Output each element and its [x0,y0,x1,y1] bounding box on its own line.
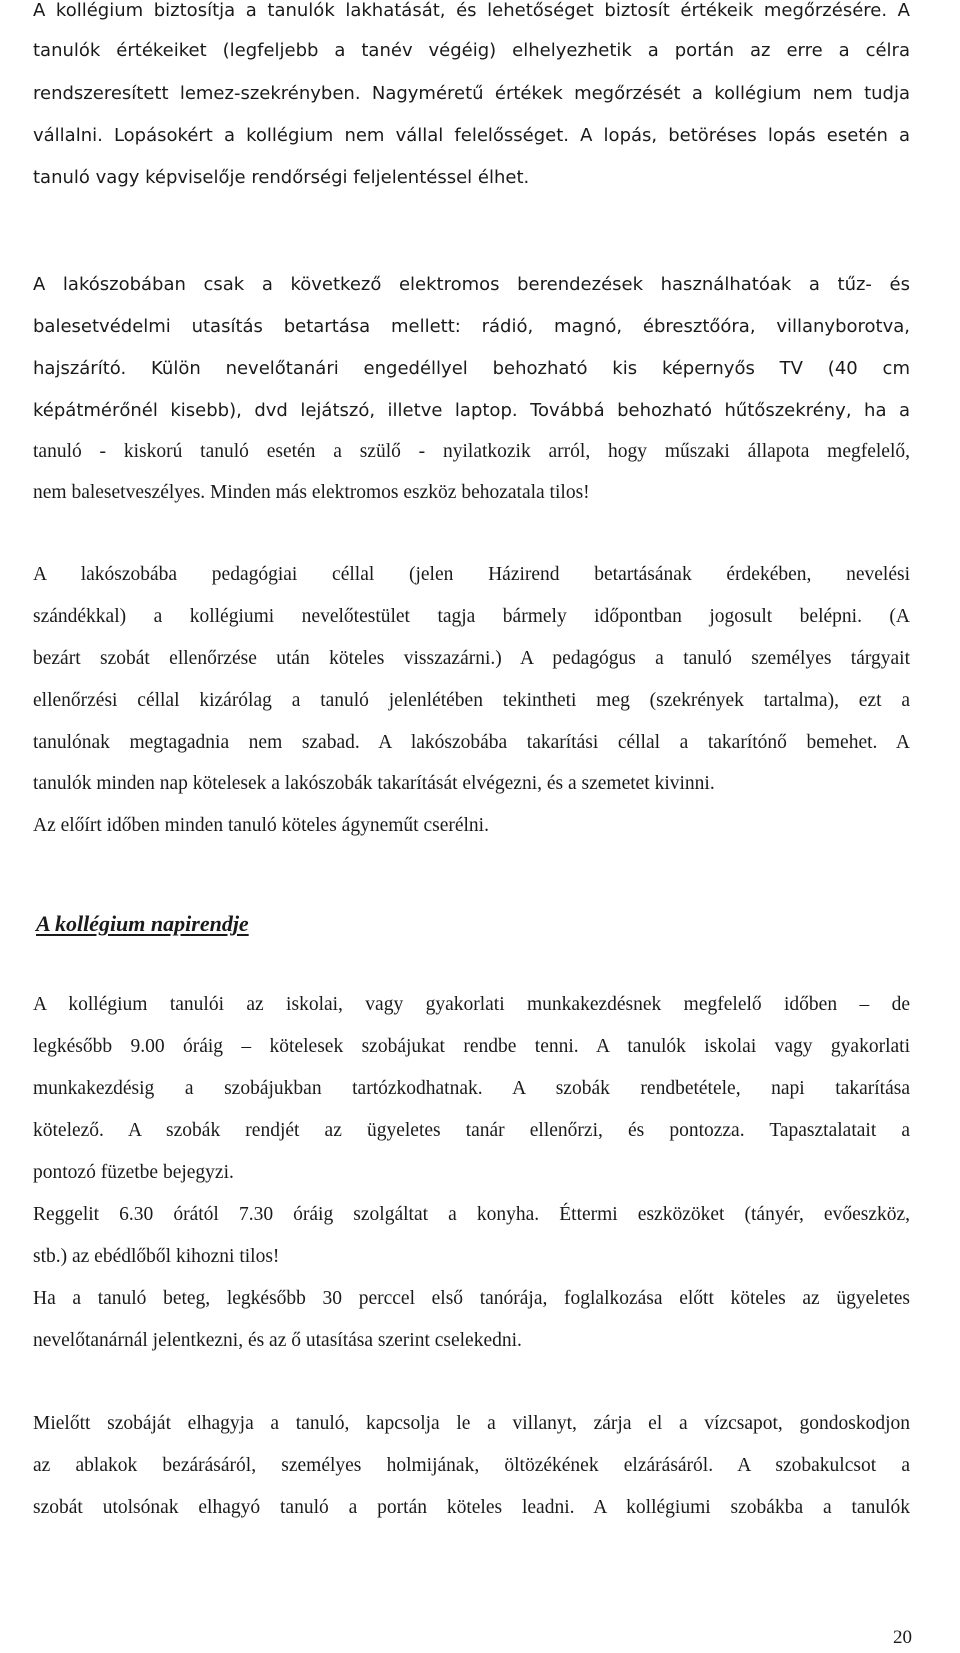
text-line: tanulók értékeiket (legfeljebb a tanév végéig) elhelyezhetik a portán az erre a célra [33,40,910,61]
text-line: Az előírt időben minden tanuló köteles ágyneműt cserélni. [33,815,489,836]
text-line: az ablakok bezárásáról, személyes holmijának, öltözékének elzárásáról. A szobakulcsot a [33,1455,910,1476]
text-line: vállalni. Lopásokért a kollégium nem vállal felelősséget. A lopás, betöréses lopás esetén a [33,125,910,146]
text-line: tanulók minden nap kötelesek a lakószobák takarítását elvégezni, és a szemetet kivinni. [33,773,715,794]
text-line: képátmérőnél kisebb), dvd lejátszó, illetve laptop. Továbbá behozható hűtőszekrény, ha a [33,400,910,421]
text-line: A kollégium tanulói az iskolai, vagy gyakorlati munkakezdésnek megfelelő időben – de [33,994,910,1015]
text-line: munkakezdésig a szobájukban tartózkodhatnak. A szobák rendbetétele, napi takarítása [33,1078,910,1099]
text-line: A lakószobába pedagógiai céllal (jelen Házirend betartásának érdekében, nevelési [33,564,910,585]
text-line: stb.) az ebédlőből kihozni tilos! [33,1246,280,1267]
text-line: balesetvédelmi utasítás betartása mellett: rádió, magnó, ébresztőóra, villanyborotva, [33,316,910,337]
section-heading: A kollégium napirendje [36,911,249,936]
text-line: Mielőtt szobáját elhagyja a tanuló, kapcsolja le a villanyt, zárja el a vízcsapot, gondoskodjon [33,1413,910,1434]
text-line: A lakószobában csak a következő elektromos berendezések használhatóak a tűz- és [33,274,910,295]
text-line: tanuló - kiskorú tanuló esetén a szülő - nyilatkozik arról, hogy műszaki állapota megfelelő, [33,441,910,462]
text-line: Ha a tanuló beteg, legkésőbb 30 perccel első tanórája, foglalkozása előtt köteles az ügyeletes [33,1288,910,1309]
text-line: bezárt szobát ellenőrzése után köteles visszazárni.) A pedagógus a tanuló személyes tárgyait [33,648,910,669]
text-line: nem balesetveszélyes. Minden más elektromos eszköz behozatala tilos! [33,482,590,503]
text-line: ellenőrzési céllal kizárólag a tanuló jelenlétében tekintheti meg (szekrények tartalma), ezt a [33,690,910,711]
text-line: hajszárító. Külön nevelőtanári engedéllyel behozható kis képernyős TV (40 cm [33,358,910,379]
text-line: A kollégium biztosítja a tanulók lakhatását, és lehetőséget biztosít értékeik megőrzésére. A [33,0,910,21]
text-line: tanuló vagy képviselője rendőrségi feljelentéssel élhet. [33,167,530,188]
text-line: tanulónak megtagadnia nem szabad. A lakószobába takarítási céllal a takarítónő bemehet. A [33,732,910,753]
text-line: Reggelit 6.30 órától 7.30 óráig szolgáltat a konyha. Éttermi eszközöket (tányér, evőeszköz, [33,1204,910,1225]
text-line: legkésőbb 9.00 óráig – kötelesek szobájukat rendbe tenni. A tanulók iskolai vagy gyakorlati [33,1036,910,1057]
text-line: szobát utolsónak elhagyó tanuló a portán köteles leadni. A kollégiumi szobákba a tanulók [33,1497,910,1518]
text-line: kötelező. A szobák rendjét az ügyeletes tanár ellenőrzi, és pontozza. Tapasztalatait a [33,1120,910,1141]
text-line: nevelőtanárnál jelentkezni, és az ő utasítása szerint cselekedni. [33,1330,522,1351]
text-line: pontozó füzetbe bejegyzi. [33,1162,234,1183]
text-line: rendszeresített lemez-szekrényben. Nagyméretű értékek megőrzését a kollégium nem tudja [33,83,910,104]
page-number: 20 [893,1627,912,1648]
text-line: szándékkal) a kollégiumi nevelőtestület tagja bármely időpontban jogosult belépni. (A [33,606,910,627]
